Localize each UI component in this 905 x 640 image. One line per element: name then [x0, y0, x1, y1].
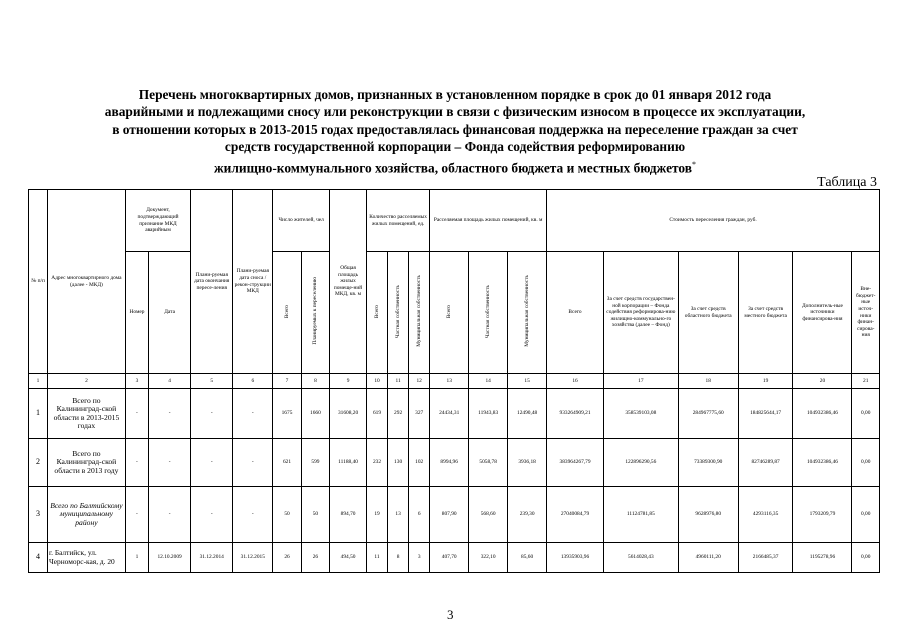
row-cost-additional: 104932386,46 — [793, 389, 852, 439]
row-area-municipal: 239,30 — [508, 487, 547, 543]
row-number: 2 — [29, 439, 48, 487]
row-area-private: 5058,78 — [469, 439, 508, 487]
header-cost-regional: За счет средств областного бюджета — [678, 252, 738, 374]
title-line-5: жилищно-коммунального хозяйства, областного бюджета и местных бюджетов* — [213, 159, 697, 176]
row-cost-fund: 358539103,08 — [603, 389, 678, 439]
column-number-row — [29, 374, 880, 389]
row-rooms-municipal: 6 — [409, 487, 430, 543]
row-residents-total: 50 — [273, 487, 301, 543]
row-area-total: 807,90 — [430, 487, 469, 543]
row-area-total: 8994,96 — [430, 439, 469, 487]
title-line-4: средств государственной корпорации – Фонда содействия реформированию — [224, 139, 686, 155]
header-area-private: Частная собственность — [469, 252, 508, 374]
header-address: Адрес многоквартирного дома (далее - МКД) — [47, 190, 125, 374]
column-number: 1 — [29, 374, 48, 389]
column-number: 6 — [233, 374, 273, 389]
houses-table — [28, 189, 880, 573]
header-num: № п/п — [29, 190, 48, 374]
header-row-1 — [29, 190, 880, 252]
row-rooms-total: 19 — [367, 487, 388, 543]
row-total-area: 31608,20 — [330, 389, 367, 439]
row-planned-end: - — [191, 487, 233, 543]
row-cost-fund: 5614028,43 — [603, 543, 678, 573]
row-rooms-private: 130 — [388, 439, 409, 487]
column-number: 3 — [125, 374, 148, 389]
column-number: 17 — [603, 374, 678, 389]
row-residents-total: 26 — [273, 543, 301, 573]
table-label: Таблица 3 — [817, 175, 877, 190]
header-planned-demolition: Плани-руемая дата сноса / рекон-струкции МКД — [233, 190, 273, 374]
row-cost-offbudget: 0,00 — [852, 439, 880, 487]
row-area-total: 24434,31 — [430, 389, 469, 439]
row-address: Всего по Балтийскому муниципальному району — [47, 487, 125, 543]
row-cost-total: 27040084,79 — [547, 487, 604, 543]
header-rooms-private: Частная собственность — [388, 252, 409, 374]
column-number: 7 — [273, 374, 301, 389]
header-cost-total: Всего — [547, 252, 604, 374]
row-planned-demolition: 31.12.2015 — [233, 543, 273, 573]
row-area-municipal: 12490,48 — [508, 389, 547, 439]
row-doc-number: - — [125, 487, 148, 543]
row-cost-regional: 284967775,60 — [678, 389, 738, 439]
row-cost-total: 13935903,96 — [547, 543, 604, 573]
row-area-municipal: 3936,18 — [508, 439, 547, 487]
column-number: 5 — [191, 374, 233, 389]
row-area-total: 407,70 — [430, 543, 469, 573]
row-cost-regional: 73389300,90 — [678, 439, 738, 487]
row-cost-regional: 9628976,80 — [678, 487, 738, 543]
row-residents-planned: 50 — [301, 487, 329, 543]
row-cost-total: 933264909,21 — [547, 389, 604, 439]
row-doc-number: 1 — [125, 543, 148, 573]
row-area-private: 11943,83 — [469, 389, 508, 439]
row-address: г. Балтийск, ул. Черноморс-кая, д. 20 — [47, 543, 125, 573]
table-row — [29, 543, 880, 573]
column-number: 18 — [678, 374, 738, 389]
row-total-area: 894,70 — [330, 487, 367, 543]
row-residents-total: 1675 — [273, 389, 301, 439]
header-cost-offbudget: Вне-бюджет-ные источ-ники финан-сирова-ния — [852, 252, 880, 374]
row-rooms-private: 13 — [388, 487, 409, 543]
row-cost-regional: 4960111,20 — [678, 543, 738, 573]
row-doc-date: - — [149, 487, 191, 543]
column-number: 13 — [430, 374, 469, 389]
row-doc-number: - — [125, 389, 148, 439]
header-area-total: Всего — [430, 252, 469, 374]
row-cost-offbudget: 0,00 — [852, 543, 880, 573]
row-cost-total: 383964267,79 — [547, 439, 604, 487]
column-number: 19 — [738, 374, 793, 389]
row-address: Всего по Калининград-ской области в 2013-2015 годах — [47, 389, 125, 439]
row-area-private: 568,60 — [469, 487, 508, 543]
header-rooms-municipal: Муниципальная собственность — [409, 252, 430, 374]
header-total-area: Общая площадь жилых помеще-ний МКД, кв. м — [330, 190, 367, 374]
column-number: 8 — [301, 374, 329, 389]
header-residents-planned: Планируемых к переселению — [301, 252, 329, 374]
column-number: 2 — [47, 374, 125, 389]
row-cost-additional: 104932386,46 — [793, 439, 852, 487]
row-residents-planned: 26 — [301, 543, 329, 573]
row-rooms-total: 11 — [367, 543, 388, 573]
header-area-municipal: Муниципальная собственность — [508, 252, 547, 374]
row-area-private: 322,10 — [469, 543, 508, 573]
row-cost-fund: 11124781,85 — [603, 487, 678, 543]
page-number: 3 — [447, 607, 454, 622]
header-document: Документ, подтверждающий признание МКД аварийным — [125, 190, 190, 252]
column-number: 15 — [508, 374, 547, 389]
header-cost-additional: Дополнитель-ные источники финансирова-ния — [793, 252, 852, 374]
column-number: 9 — [330, 374, 367, 389]
header-rooms: Количество расселяемых жилых помещений, ед. — [367, 190, 430, 252]
row-cost-local: 184825644,17 — [738, 389, 793, 439]
column-number: 10 — [367, 374, 388, 389]
row-cost-fund: 122896290,56 — [603, 439, 678, 487]
row-residents-planned: 599 — [301, 439, 329, 487]
header-area: Расселяемая площадь жилых помещений, кв. м — [430, 190, 547, 252]
column-number: 12 — [409, 374, 430, 389]
row-rooms-total: 232 — [367, 439, 388, 487]
column-number: 16 — [547, 374, 604, 389]
row-doc-date: 12.10.2009 — [149, 543, 191, 573]
row-rooms-municipal: 3 — [409, 543, 430, 573]
row-rooms-total: 619 — [367, 389, 388, 439]
column-number: 21 — [852, 374, 880, 389]
title-line-2: аварийными и подлежащими сносу или реконструкции в связи с физическим износом в процессе их эксплуатации, — [104, 104, 806, 120]
column-number: 20 — [793, 374, 852, 389]
row-total-area: 494,50 — [330, 543, 367, 573]
row-planned-end: - — [191, 439, 233, 487]
column-number: 4 — [149, 374, 191, 389]
column-number: 11 — [388, 374, 409, 389]
title-asterisk: * — [692, 159, 697, 169]
row-doc-number: - — [125, 439, 148, 487]
row-planned-demolition: - — [233, 487, 273, 543]
header-doc-date: Дата — [149, 252, 191, 374]
row-planned-demolition: - — [233, 389, 273, 439]
row-number: 3 — [29, 487, 48, 543]
header-residents-total: Всего — [273, 252, 301, 374]
row-rooms-private: 292 — [388, 389, 409, 439]
row-total-area: 11188,40 — [330, 439, 367, 487]
title-line-1: Перечень многоквартирных домов, признанных в установленном порядке в срок до 01 января 2012 года — [138, 87, 772, 102]
table-row — [29, 439, 880, 487]
column-number: 14 — [469, 374, 508, 389]
row-doc-date: - — [149, 389, 191, 439]
row-cost-additional: 1195278,96 — [793, 543, 852, 573]
header-cost-local: За счет средств местного бюджета — [738, 252, 793, 374]
header-doc-number: Номер — [125, 252, 148, 374]
row-number: 4 — [29, 543, 48, 573]
row-cost-local: 4293116,35 — [738, 487, 793, 543]
row-cost-offbudget: 0,00 — [852, 389, 880, 439]
row-residents-planned: 1660 — [301, 389, 329, 439]
row-cost-offbudget: 0,00 — [852, 487, 880, 543]
row-residents-total: 621 — [273, 439, 301, 487]
row-cost-additional: 1793209,79 — [793, 487, 852, 543]
title-line-3: в отношении которых в 2013-2015 годах предоставлялась финансовая поддержка на переселение граждан за счет — [112, 121, 798, 137]
document-title — [40, 86, 870, 177]
row-rooms-municipal: 327 — [409, 389, 430, 439]
row-address: Всего по Калининград-ской области в 2013 году — [47, 439, 125, 487]
row-cost-local: 2166485,37 — [738, 543, 793, 573]
header-cost: Стоимость переселения граждан, руб. — [547, 190, 880, 252]
header-planned-end: Плани-руемая дата окончания пересе-ления — [191, 190, 233, 374]
table-row — [29, 389, 880, 439]
header-rooms-total: Всего — [367, 252, 388, 374]
row-number: 1 — [29, 389, 48, 439]
row-cost-local: 82746289,87 — [738, 439, 793, 487]
header-cost-fund: За счет средств государствен-ной корпорации – Фонда содействия реформирова-нию жилищно-коммунально-го хозяйства (далее – Фонд) — [603, 252, 678, 374]
row-rooms-private: 8 — [388, 543, 409, 573]
row-doc-date: - — [149, 439, 191, 487]
table-row — [29, 487, 880, 543]
row-area-municipal: 85,60 — [508, 543, 547, 573]
row-planned-demolition: - — [233, 439, 273, 487]
header-row-2 — [29, 252, 880, 374]
row-planned-end: - — [191, 389, 233, 439]
row-rooms-municipal: 102 — [409, 439, 430, 487]
header-residents: Число жителей, чел — [273, 190, 330, 252]
row-planned-end: 31.12.2014 — [191, 543, 233, 573]
